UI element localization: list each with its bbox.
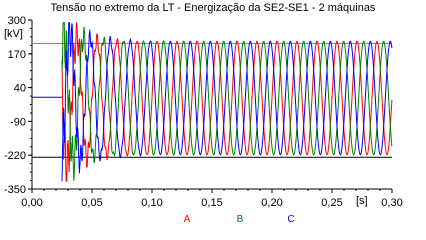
y-tick-label: 40 bbox=[13, 82, 26, 95]
x-tick-label: 0,30 bbox=[381, 197, 403, 209]
x-tick-label: 0,25 bbox=[321, 197, 343, 209]
y-axis-unit-label: [kV] bbox=[4, 28, 23, 40]
x-tick-label: 0,15 bbox=[201, 197, 223, 209]
chart-title: Tensão no extremo da LT - Energização da SE2-SE1 - 2 máquinas bbox=[50, 2, 376, 14]
y-tick-label: -220 bbox=[3, 150, 26, 163]
y-tick-label: -350 bbox=[3, 184, 26, 196]
y-tick-label: -90 bbox=[10, 116, 26, 129]
x-tick-label: 0,20 bbox=[261, 197, 283, 209]
y-tick-label: 300 bbox=[7, 15, 26, 27]
x-tick-label: 0,05 bbox=[81, 197, 103, 209]
x-tick-label: 0,00 bbox=[21, 197, 43, 209]
legend-entry-a: A bbox=[183, 214, 191, 225]
x-tick-label: 0,10 bbox=[141, 197, 163, 209]
legend-entry-b: B bbox=[236, 214, 244, 225]
legend-entry-c: C bbox=[287, 214, 295, 225]
x-axis-unit-label: [s] bbox=[356, 195, 368, 207]
y-tick-label: 170 bbox=[7, 48, 26, 61]
